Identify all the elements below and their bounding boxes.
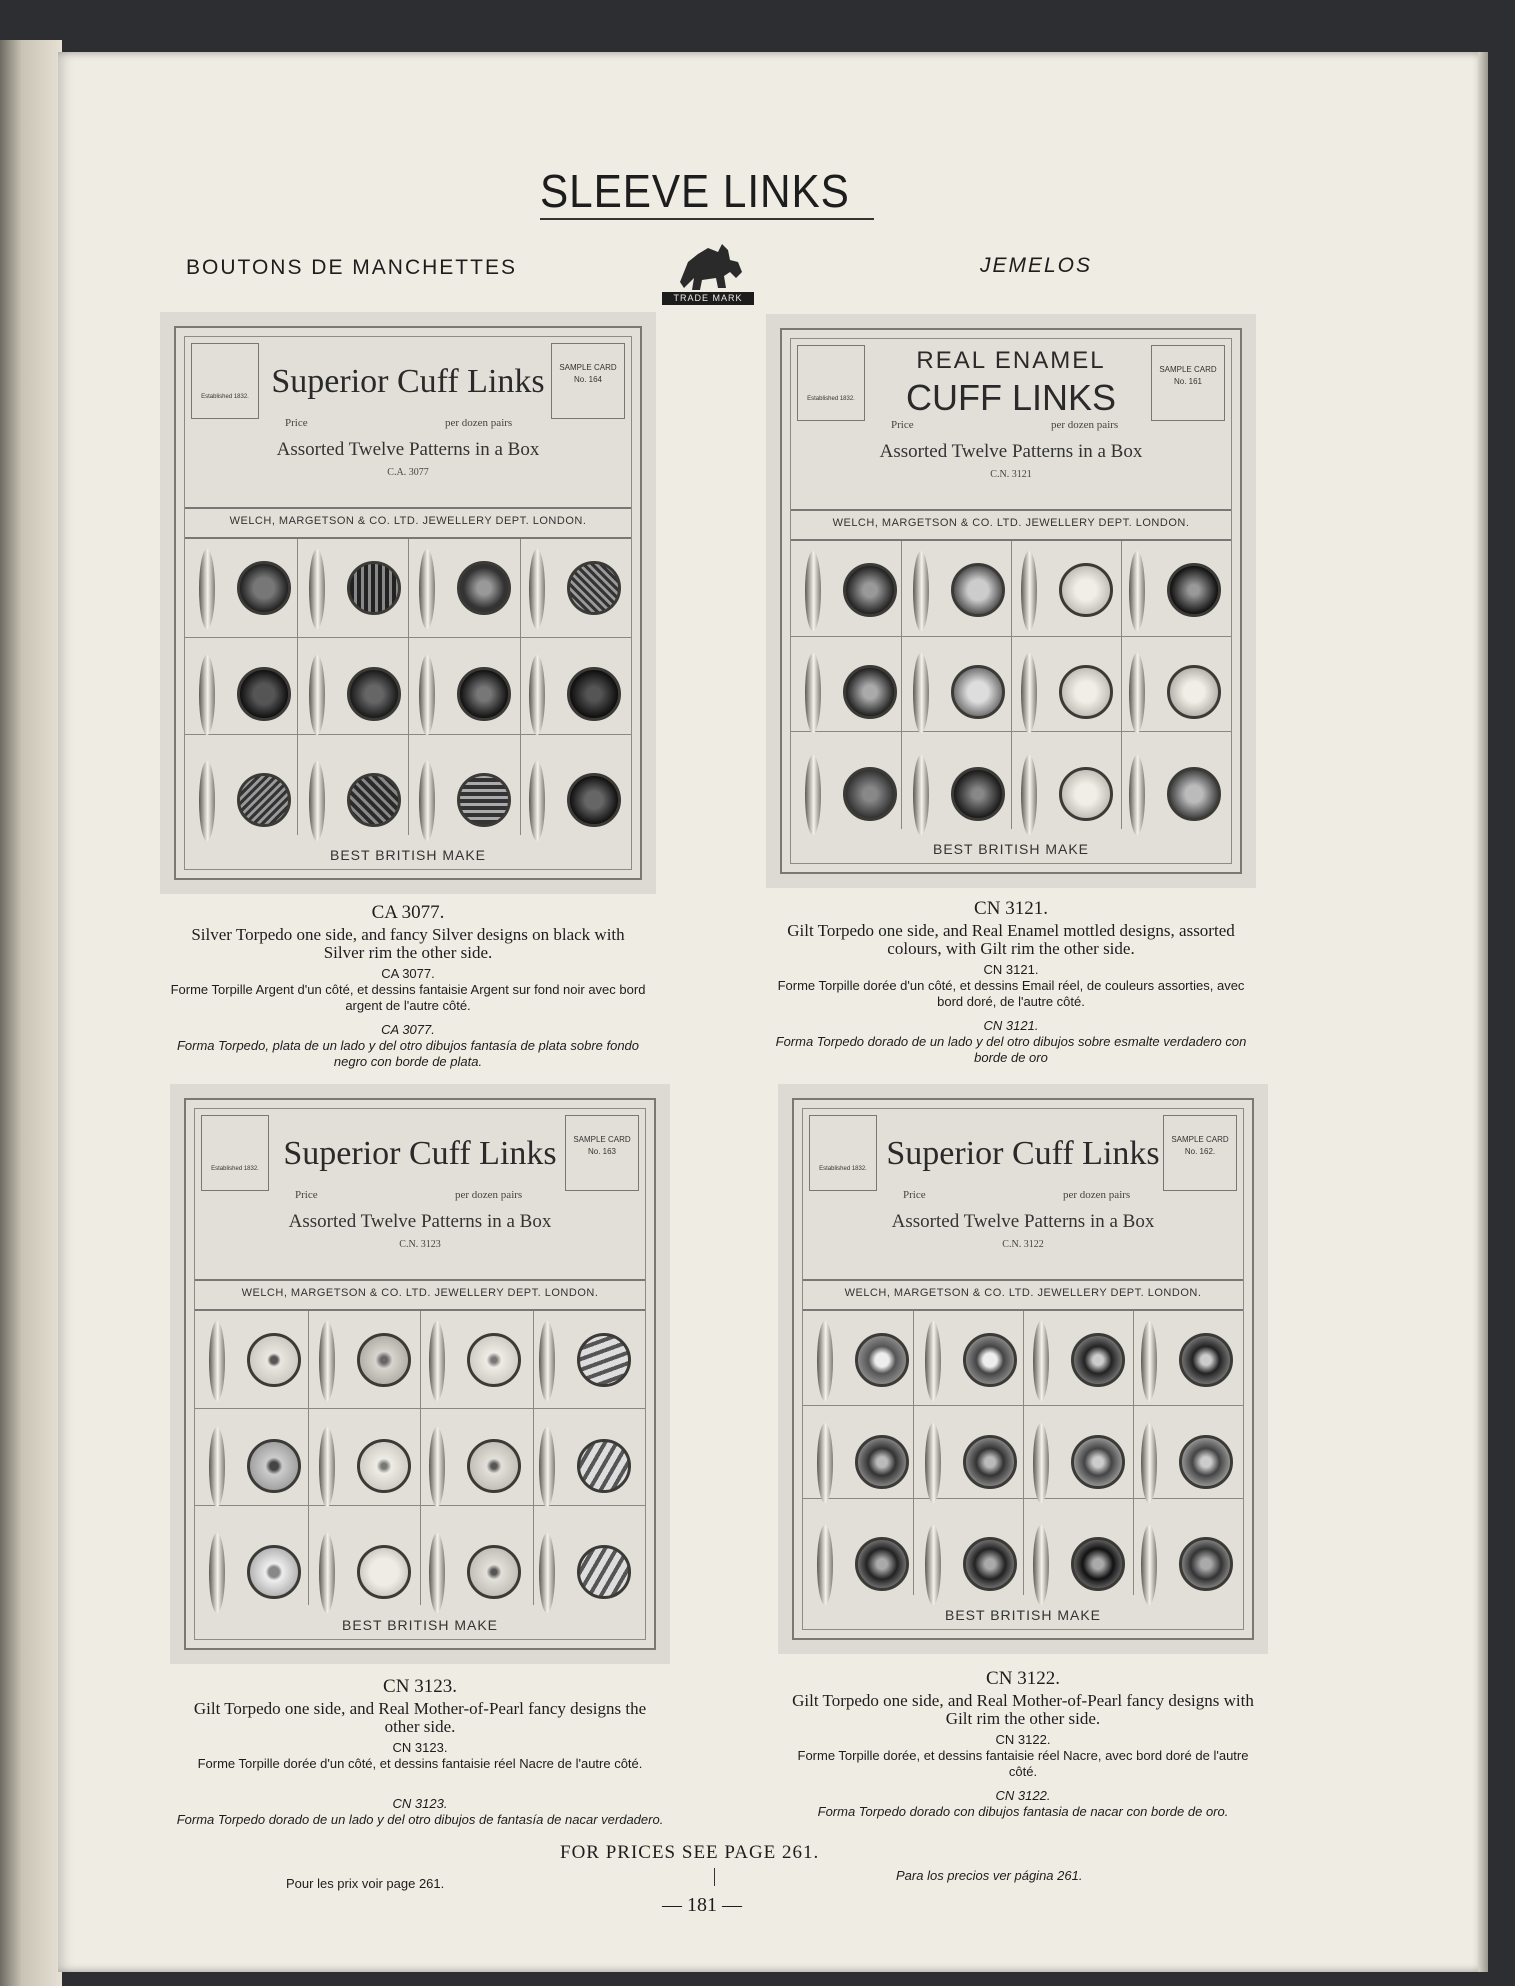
sample-card-box	[1163, 1115, 1237, 1191]
item-code: CN 3122.	[986, 1668, 1060, 1689]
sample-card-box	[565, 1115, 639, 1191]
item-description-fr: Forme Torpille Argent d'un côté, et dessins fantaisie Argent sur fond noir avec bord argent de l'autre côté.	[170, 982, 646, 1013]
divider	[714, 1868, 715, 1886]
card-price: Price	[295, 1189, 318, 1201]
item-description-es: Forma Torpedo dorado de un lado y del otro dibujos sobre esmalte verdadero con borde de oro	[775, 1034, 1247, 1065]
card-footer: BEST BRITISH MAKE	[342, 1617, 498, 1633]
prices-note-fr: Pour les prix voir page 261.	[286, 1876, 445, 1891]
subtitle-french: BOUTONS DE MANCHETTES	[186, 256, 517, 279]
sample-number: No. 163	[587, 1147, 617, 1156]
sample-number: No. 164	[573, 375, 603, 384]
item-code-es: CN 3121.	[983, 1018, 1039, 1033]
item-description-es: Forma Torpedo, plata de un lado y del otro dibujos fantasía de plata sobre fondo negro con borde de plata.	[176, 1038, 640, 1069]
item-description-fr: Forme Torpille dorée, et dessins fantaisie réel Nacre, avec bord doré de l'autre côté.	[797, 1748, 1249, 1779]
subtitle-spanish: JEMELOS	[980, 254, 1093, 277]
sample-card	[184, 1098, 656, 1650]
sample-number: No. 162.	[1184, 1147, 1216, 1156]
sample-label: SAMPLE CARD	[573, 1135, 631, 1144]
sample-label: SAMPLE CARD	[1159, 365, 1217, 374]
item-code-fr: CN 3122.	[995, 1732, 1051, 1747]
item-description-fr: Forme Torpille dorée d'un côté, et dessins fantaisie réel Nacre de l'autre côté.	[197, 1756, 643, 1771]
trade-mark-logo	[658, 232, 758, 306]
item-code: CA 3077.	[371, 902, 445, 923]
sample-card-photo-4	[778, 1084, 1268, 1654]
card-brand: Superior Cuff Links	[271, 363, 545, 400]
item-description-en: Silver Torpedo one side, and fancy Silver designs on black with Silver rim the other side.	[191, 925, 625, 962]
item-description-en: Gilt Torpedo one side, and Real Enamel mottled designs, assorted colours, with Gilt rim the other side.	[787, 921, 1235, 958]
item-code-fr: CN 3123.	[392, 1740, 448, 1755]
trade-mark-label: TRADE MARK	[673, 293, 743, 303]
prices-note-es: Para los precios ver página 261.	[896, 1868, 1083, 1883]
card-brand-top: REAL ENAMEL	[916, 347, 1106, 374]
card-maker: WELCH, MARGETSON & CO. LTD. JEWELLERY DEPT. LONDON.	[229, 515, 587, 527]
prices-note: FOR PRICES SEE PAGE 261.	[560, 1842, 820, 1863]
card-brand: Superior Cuff Links	[886, 1135, 1160, 1172]
card-per-dozen: per dozen pairs	[455, 1189, 523, 1201]
sample-card	[174, 326, 642, 880]
card-maker: WELCH, MARGETSON & CO. LTD. JEWELLERY DEPT. LONDON.	[832, 517, 1190, 529]
card-assorted: Assorted Twelve Patterns in a Box	[288, 1211, 552, 1232]
item-code-fr: CN 3121.	[983, 962, 1039, 977]
card-brand: Superior Cuff Links	[283, 1135, 557, 1172]
card-per-dozen: per dozen pairs	[1051, 419, 1119, 431]
sample-card-photo-3	[170, 1084, 670, 1664]
item-code: CN 3123.	[383, 1676, 457, 1697]
sample-card-photo-2	[766, 314, 1256, 888]
card-price: Price	[891, 419, 914, 431]
card-per-dozen: per dozen pairs	[445, 417, 513, 429]
card-assorted: Assorted Twelve Patterns in a Box	[276, 439, 540, 460]
card-logo-icon	[809, 1115, 877, 1191]
card-assorted: Assorted Twelve Patterns in a Box	[879, 441, 1143, 462]
card-footer: BEST BRITISH MAKE	[945, 1607, 1101, 1623]
card-logo-icon	[201, 1115, 269, 1191]
facing-page-edge	[0, 40, 62, 1986]
card-code: C.N. 3122	[1002, 1239, 1044, 1250]
card-footer: BEST BRITISH MAKE	[933, 841, 1089, 857]
item-code-fr: CA 3077.	[381, 966, 435, 981]
item-description-es: Forma Torpedo dorado con dibujos fantasia de nacar con borde de oro.	[817, 1804, 1229, 1819]
cufflink-grid	[195, 1309, 645, 1605]
card-code: C.N. 3123	[399, 1239, 441, 1250]
card-assorted: Assorted Twelve Patterns in a Box	[891, 1211, 1155, 1232]
card-logo-icon	[797, 345, 865, 421]
page-edge	[1478, 52, 1488, 1972]
item-code-es: CA 3077.	[381, 1022, 435, 1037]
card-price: Price	[285, 417, 308, 429]
cufflink-grid	[803, 1309, 1243, 1595]
card-footer: BEST BRITISH MAKE	[330, 847, 486, 863]
sample-card	[780, 328, 1242, 874]
sample-card-box	[551, 343, 625, 419]
card-code: C.N. 3121	[990, 469, 1032, 480]
sample-label: SAMPLE CARD	[1171, 1135, 1229, 1144]
title-underline	[540, 218, 874, 220]
item-description-fr: Forme Torpille dorée d'un côté, et dessins Email réel, de couleurs assorties, avec bord doré, de l'autre côté.	[777, 978, 1245, 1009]
card-established: Established 1832.	[807, 396, 855, 402]
card-established: Established 1832.	[211, 1166, 259, 1172]
item-code-es: CN 3122.	[995, 1788, 1051, 1803]
sample-card-box	[1151, 345, 1225, 421]
cufflink-grid	[791, 539, 1231, 829]
item-description-es: Forma Torpedo dorado de un lado y del otro dibujos de fantasía de nacar verdadero.	[176, 1812, 664, 1827]
card-established: Established 1832.	[201, 394, 249, 400]
sample-card	[792, 1098, 1254, 1640]
item-description-en: Gilt Torpedo one side, and Real Mother-of-Pearl fancy designs the other side.	[193, 1699, 647, 1736]
card-logo-icon	[191, 343, 259, 419]
card-code: C.A. 3077	[387, 467, 429, 478]
sample-label: SAMPLE CARD	[559, 363, 617, 372]
page-title: SLEEVE LINKS	[540, 165, 850, 217]
sample-number: No. 161	[1173, 377, 1203, 386]
card-maker: WELCH, MARGETSON & CO. LTD. JEWELLERY DEPT. LONDON.	[241, 1287, 599, 1299]
item-code: CN 3121.	[974, 898, 1048, 919]
card-per-dozen: per dozen pairs	[1063, 1189, 1131, 1201]
card-brand: CUFF LINKS	[905, 377, 1117, 418]
item-code-es: CN 3123.	[392, 1796, 448, 1811]
item-description-en: Gilt Torpedo one side, and Real Mother-of-Pearl fancy designs with Gilt rim the other side.	[792, 1691, 1254, 1728]
card-established: Established 1832.	[819, 1166, 867, 1172]
sample-card-photo-1	[160, 312, 656, 894]
card-price: Price	[903, 1189, 926, 1201]
cufflink-grid	[185, 537, 631, 835]
card-maker: WELCH, MARGETSON & CO. LTD. JEWELLERY DEPT. LONDON.	[844, 1287, 1202, 1299]
page-number: — 181 —	[662, 1894, 742, 1916]
